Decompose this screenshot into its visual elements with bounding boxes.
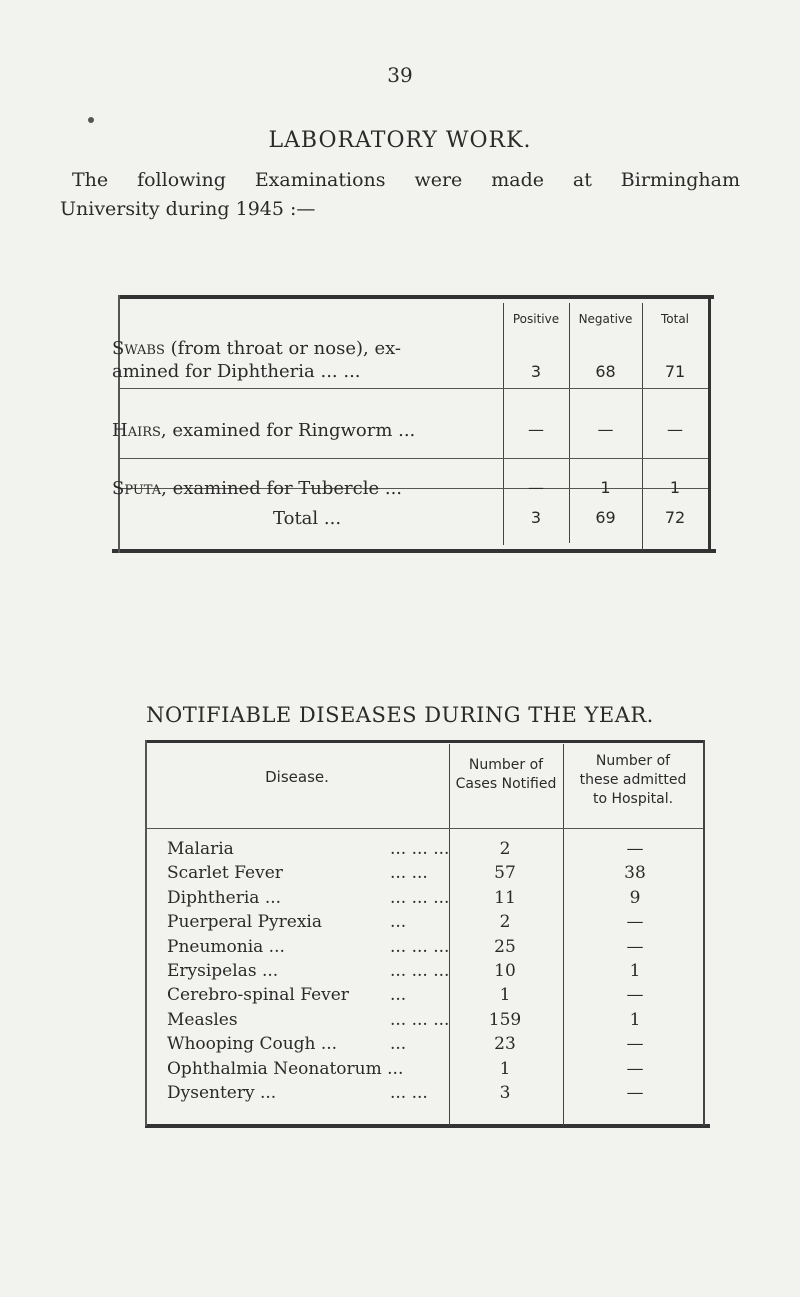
hairs-positive: — <box>528 420 544 439</box>
label-sc: Hairs <box>112 420 161 441</box>
header-line: Number of <box>468 757 544 773</box>
total-positive: 3 <box>530 508 542 527</box>
sputa-positive: — <box>528 478 544 497</box>
cases-notified: 25 <box>494 936 516 957</box>
admitted-to-hospital: — <box>626 1058 644 1079</box>
sputa-total: 1 <box>669 478 681 497</box>
col-header-positive: Positive <box>512 312 560 326</box>
cases-notified: 1 <box>499 985 511 1006</box>
disease-name: Pneumonia ... <box>167 936 285 957</box>
table-row <box>145 839 705 863</box>
cases-notified: 1 <box>499 1058 511 1079</box>
table-row <box>145 1010 705 1034</box>
label-rest: (from throat or nose), ex- <box>164 338 402 359</box>
row-label-hairs <box>112 420 502 441</box>
row-label-swabs-line2: amined for Diphtheria ... ... <box>112 361 361 382</box>
row-label-sputa <box>112 478 502 499</box>
header-line: Number of <box>595 753 671 769</box>
disease-name: Dysentery ... <box>167 1083 277 1103</box>
admitted-to-hospital: — <box>626 936 644 957</box>
row-divider <box>120 458 708 459</box>
admitted-to-hospital: — <box>626 1083 644 1103</box>
cases-notified: 2 <box>499 912 511 933</box>
table-row <box>145 912 705 936</box>
label-rest: , examined for Ringworm ... <box>160 420 416 441</box>
table-border <box>145 1124 710 1128</box>
admitted-to-hospital: 38 <box>624 863 646 884</box>
table-row <box>145 888 705 912</box>
disease-name: Ophthalmia Neonatorum ... <box>167 1058 404 1079</box>
leader-dots: ... <box>390 912 407 933</box>
disease-name: Erysipelas ... <box>167 961 279 981</box>
admitted-to-hospital: — <box>626 839 644 859</box>
lab-table <box>112 295 708 553</box>
admitted-to-hospital: — <box>626 912 644 933</box>
page-title: LABORATORY WORK. <box>268 128 532 153</box>
disease-name: Whooping Cough ... <box>167 1034 338 1055</box>
leader-dots: ... ... <box>390 863 428 884</box>
table-border <box>112 549 716 553</box>
total-row-label: Total ... <box>273 508 342 529</box>
sputa-negative: 1 <box>600 478 611 497</box>
intro-line-1: The following Examinations were made at Birmingham <box>72 169 740 191</box>
row-divider <box>120 388 708 389</box>
table-row <box>145 985 705 1009</box>
table-row <box>145 863 705 887</box>
row-label-swabs <box>112 338 502 359</box>
cases-notified: 23 <box>494 1034 516 1055</box>
admitted-to-hospital: 1 <box>629 961 641 981</box>
swabs-total: 71 <box>664 362 686 381</box>
table-row <box>145 961 705 985</box>
admitted-to-hospital: — <box>626 1034 644 1055</box>
leader-dots: ... ... ... <box>390 961 450 981</box>
disease-name: Scarlet Fever <box>167 863 283 884</box>
table-row <box>145 1059 705 1083</box>
cases-notified: 10 <box>494 961 516 981</box>
header-line: these admitted <box>579 772 687 788</box>
total-negative: 69 <box>595 508 616 527</box>
hairs-negative: — <box>597 420 614 439</box>
table-row <box>145 1034 705 1058</box>
table-border <box>145 740 705 743</box>
total-total: 72 <box>664 508 686 527</box>
header-line: to Hospital. <box>592 791 674 807</box>
cases-notified: 57 <box>494 863 516 884</box>
cases-notified: 11 <box>494 887 516 908</box>
cases-notified: 159 <box>488 1009 522 1030</box>
col-header-admitted <box>563 752 703 809</box>
leader-dots: ... <box>390 1034 407 1055</box>
bullet-mark <box>88 117 94 123</box>
disease-name: Puerperal Pyrexia <box>167 912 323 933</box>
label-sc: Sputa <box>112 478 162 499</box>
row-divider <box>147 828 703 829</box>
swabs-negative: 68 <box>595 362 616 381</box>
table-border <box>118 295 714 299</box>
disease-name: Malaria <box>167 839 234 859</box>
intro-paragraph <box>60 166 740 224</box>
intro-line-2: University during 1945 :— <box>60 198 316 220</box>
leader-dots: ... ... ... <box>390 936 450 957</box>
leader-dots: ... ... ... <box>390 1009 450 1030</box>
page-number: 39 <box>387 63 413 87</box>
admitted-to-hospital: 1 <box>629 1009 641 1030</box>
col-header-total: Total <box>660 312 690 326</box>
section-title: NOTIFIABLE DISEASES DURING THE YEAR. <box>146 703 654 727</box>
col-header-disease: Disease. <box>265 768 329 786</box>
leader-dots: ... ... ... <box>390 839 450 859</box>
swabs-positive: 3 <box>530 362 542 381</box>
leader-dots: ... <box>390 985 407 1006</box>
notifiable-diseases-table <box>145 740 705 1130</box>
col-header-cases <box>449 756 563 794</box>
cases-notified: 2 <box>499 839 511 859</box>
col-header-negative: Negative <box>578 312 633 326</box>
admitted-to-hospital: 9 <box>629 887 641 908</box>
table-row <box>145 937 705 961</box>
disease-name: Diphtheria ... <box>167 887 282 908</box>
disease-name: Measles <box>167 1009 238 1030</box>
label-rest: , examined for Tubercle ... <box>161 478 403 499</box>
disease-name: Cerebro-spinal Fever <box>167 985 349 1006</box>
leader-dots: ... ... ... <box>390 887 450 908</box>
label-sc: Swabs <box>112 338 165 359</box>
cases-notified: 3 <box>499 1083 511 1103</box>
admitted-to-hospital: — <box>626 985 644 1006</box>
leader-dots: ... ... <box>390 1083 428 1103</box>
table-row <box>145 1083 705 1107</box>
hairs-total: — <box>667 420 683 439</box>
header-line: Cases Notified <box>455 776 557 792</box>
table-border <box>708 295 711 551</box>
